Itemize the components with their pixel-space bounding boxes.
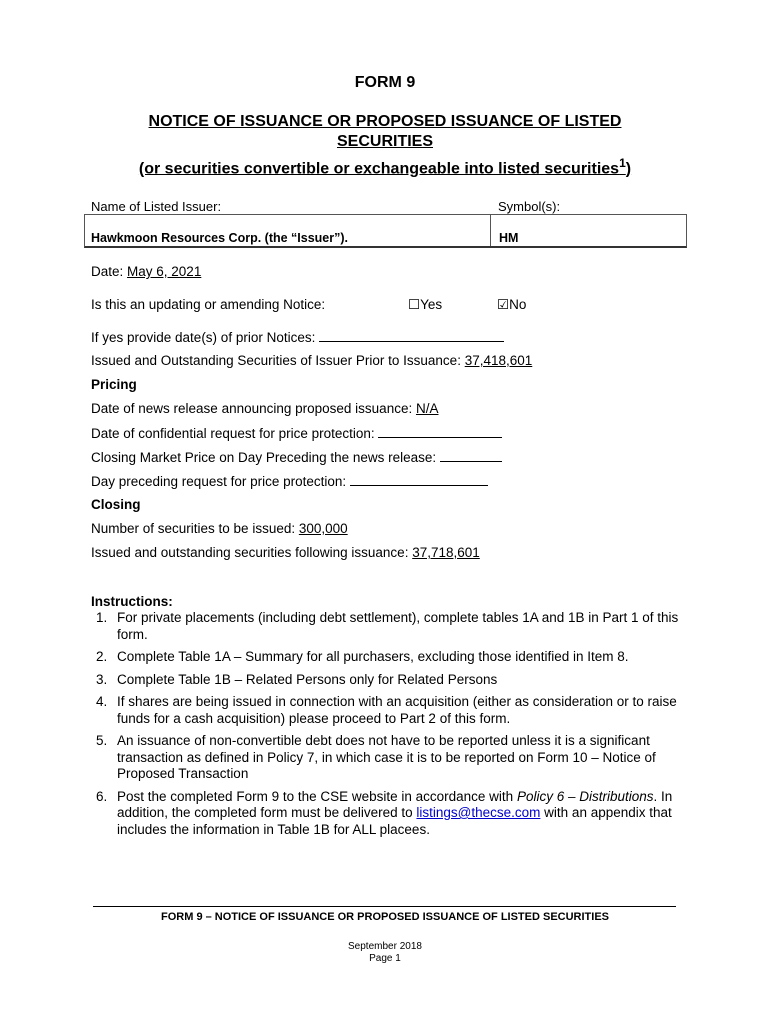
instruction-number: 4. — [96, 694, 108, 709]
prior-notices-row — [91, 329, 504, 345]
table-divider — [490, 215, 491, 246]
instruction-item — [91, 672, 691, 689]
subtitle-text: (or securities convertible or exchangeable into listed securities — [138, 160, 620, 178]
instructions-title: Instructions: — [91, 594, 173, 609]
instruction-text-b: . In addition, the completed form must be delivered to — [117, 788, 673, 820]
prior-notices-label: If yes provide date(s) of prior Notices: — [91, 330, 320, 345]
instruction-text: An issuance of non-convertible debt does not have to be reported unless it is a significant transaction as defined in Policy 7, in which case it is to be reported on Form 10 – Notice of Proposed Transaction — [117, 733, 656, 781]
subtitle-close: ) — [625, 160, 632, 178]
to-be-issued-label: Number of securities to be issued: — [91, 521, 299, 536]
email-link[interactable]: listings@thecse.com — [416, 805, 541, 820]
following-issuance-label: Issued and outstanding securities following issuance: — [91, 545, 413, 560]
issuer-table — [84, 214, 687, 248]
instructions-list — [91, 610, 691, 844]
instruction-number: 6. — [96, 788, 108, 804]
outstanding-prior-value[interactable]: 37,418,601 — [464, 353, 533, 368]
footer-page-number: Page 1 — [369, 953, 401, 964]
instruction-text: For private placements (including debt settlement), complete tables 1A and 1B in Part 1 of this form. — [117, 610, 679, 642]
form-number: FORM 9 — [354, 74, 416, 91]
to-be-issued-row — [91, 521, 348, 536]
footer-divider — [93, 906, 676, 907]
closing-market-price-row — [91, 449, 502, 465]
day-preceding-row — [91, 473, 488, 489]
date-value[interactable]: May 6, 2021 — [127, 264, 202, 279]
pricing-heading: Pricing — [91, 377, 137, 392]
policy-reference: Policy 6 – Distributions — [516, 788, 654, 804]
instruction-text-c: with an appendix that includes the information in Table 1B for ALL placees. — [117, 805, 672, 837]
footer-date: September 2018 — [348, 941, 422, 952]
instruction-item — [91, 789, 691, 839]
instruction-number: 2. — [96, 649, 108, 664]
prior-notices-field[interactable] — [319, 329, 504, 342]
instruction-text: Complete Table 1B – Related Persons only for Related Persons — [117, 671, 498, 687]
form-title: NOTICE OF ISSUANCE OR PROPOSED ISSUANCE OF LISTED SECURITIES — [148, 113, 622, 150]
confidential-request-row — [91, 425, 502, 441]
confidential-request-label: Date of confidential request for price protection: — [91, 426, 379, 441]
instruction-item — [91, 694, 691, 727]
instruction-text: Complete Table 1A – Summary for all purchasers, excluding those identified in Item 8. — [117, 649, 629, 664]
instruction-item — [91, 649, 691, 666]
form-subtitle — [0, 156, 770, 178]
date-row — [91, 264, 201, 279]
following-issuance-value[interactable]: 37,718,601 — [412, 545, 480, 560]
news-release-row — [91, 401, 438, 416]
instruction-number: 5. — [96, 733, 108, 748]
symbol-label: Symbol(s): — [498, 199, 561, 214]
outstanding-prior-label: Issued and Outstanding Securities of Issuer Prior to Issuance: — [91, 353, 465, 368]
instruction-number: 3. — [96, 671, 108, 687]
issuer-name-field[interactable]: Hawkmoon Resources Corp. (the “Issuer”). — [91, 231, 349, 245]
instruction-item — [91, 733, 691, 783]
footer-title: FORM 9 – NOTICE OF ISSUANCE OR PROPOSED ISSUANCE OF LISTED SECURITIES — [161, 911, 609, 923]
outstanding-prior-row — [91, 353, 532, 368]
instruction-number: 1. — [96, 610, 108, 625]
to-be-issued-value[interactable]: 300,000 — [298, 521, 348, 536]
date-label: Date: — [91, 264, 128, 279]
confidential-request-field[interactable] — [378, 425, 502, 438]
yes-checkbox[interactable]: ☐Yes — [408, 297, 443, 312]
closing-heading: Closing — [91, 497, 141, 512]
no-checkbox[interactable]: ☑No — [497, 297, 527, 312]
news-release-label: Date of news release announcing proposed issuance: — [91, 401, 416, 416]
symbol-field[interactable]: HM — [499, 231, 519, 245]
footnote-marker: 1 — [619, 156, 626, 170]
issuer-name-label: Name of Listed Issuer: — [91, 199, 222, 214]
following-issuance-row — [91, 545, 480, 560]
amending-question: Is this an updating or amending Notice: — [91, 297, 326, 312]
instruction-text-a: Post the completed Form 9 to the CSE website in accordance with — [117, 788, 517, 804]
day-preceding-field[interactable] — [350, 473, 488, 486]
closing-market-price-label: Closing Market Price on Day Preceding the news release: — [91, 450, 440, 465]
day-preceding-label: Day preceding request for price protection: — [91, 474, 350, 489]
instruction-text: If shares are being issued in connection with an acquisition (either as consideration or to raise funds for a cash acquisition) please proceed to Part 2 of this form. — [117, 694, 677, 726]
news-release-value[interactable]: N/A — [415, 401, 439, 416]
instruction-item — [91, 610, 691, 643]
closing-market-price-field[interactable] — [440, 449, 502, 462]
